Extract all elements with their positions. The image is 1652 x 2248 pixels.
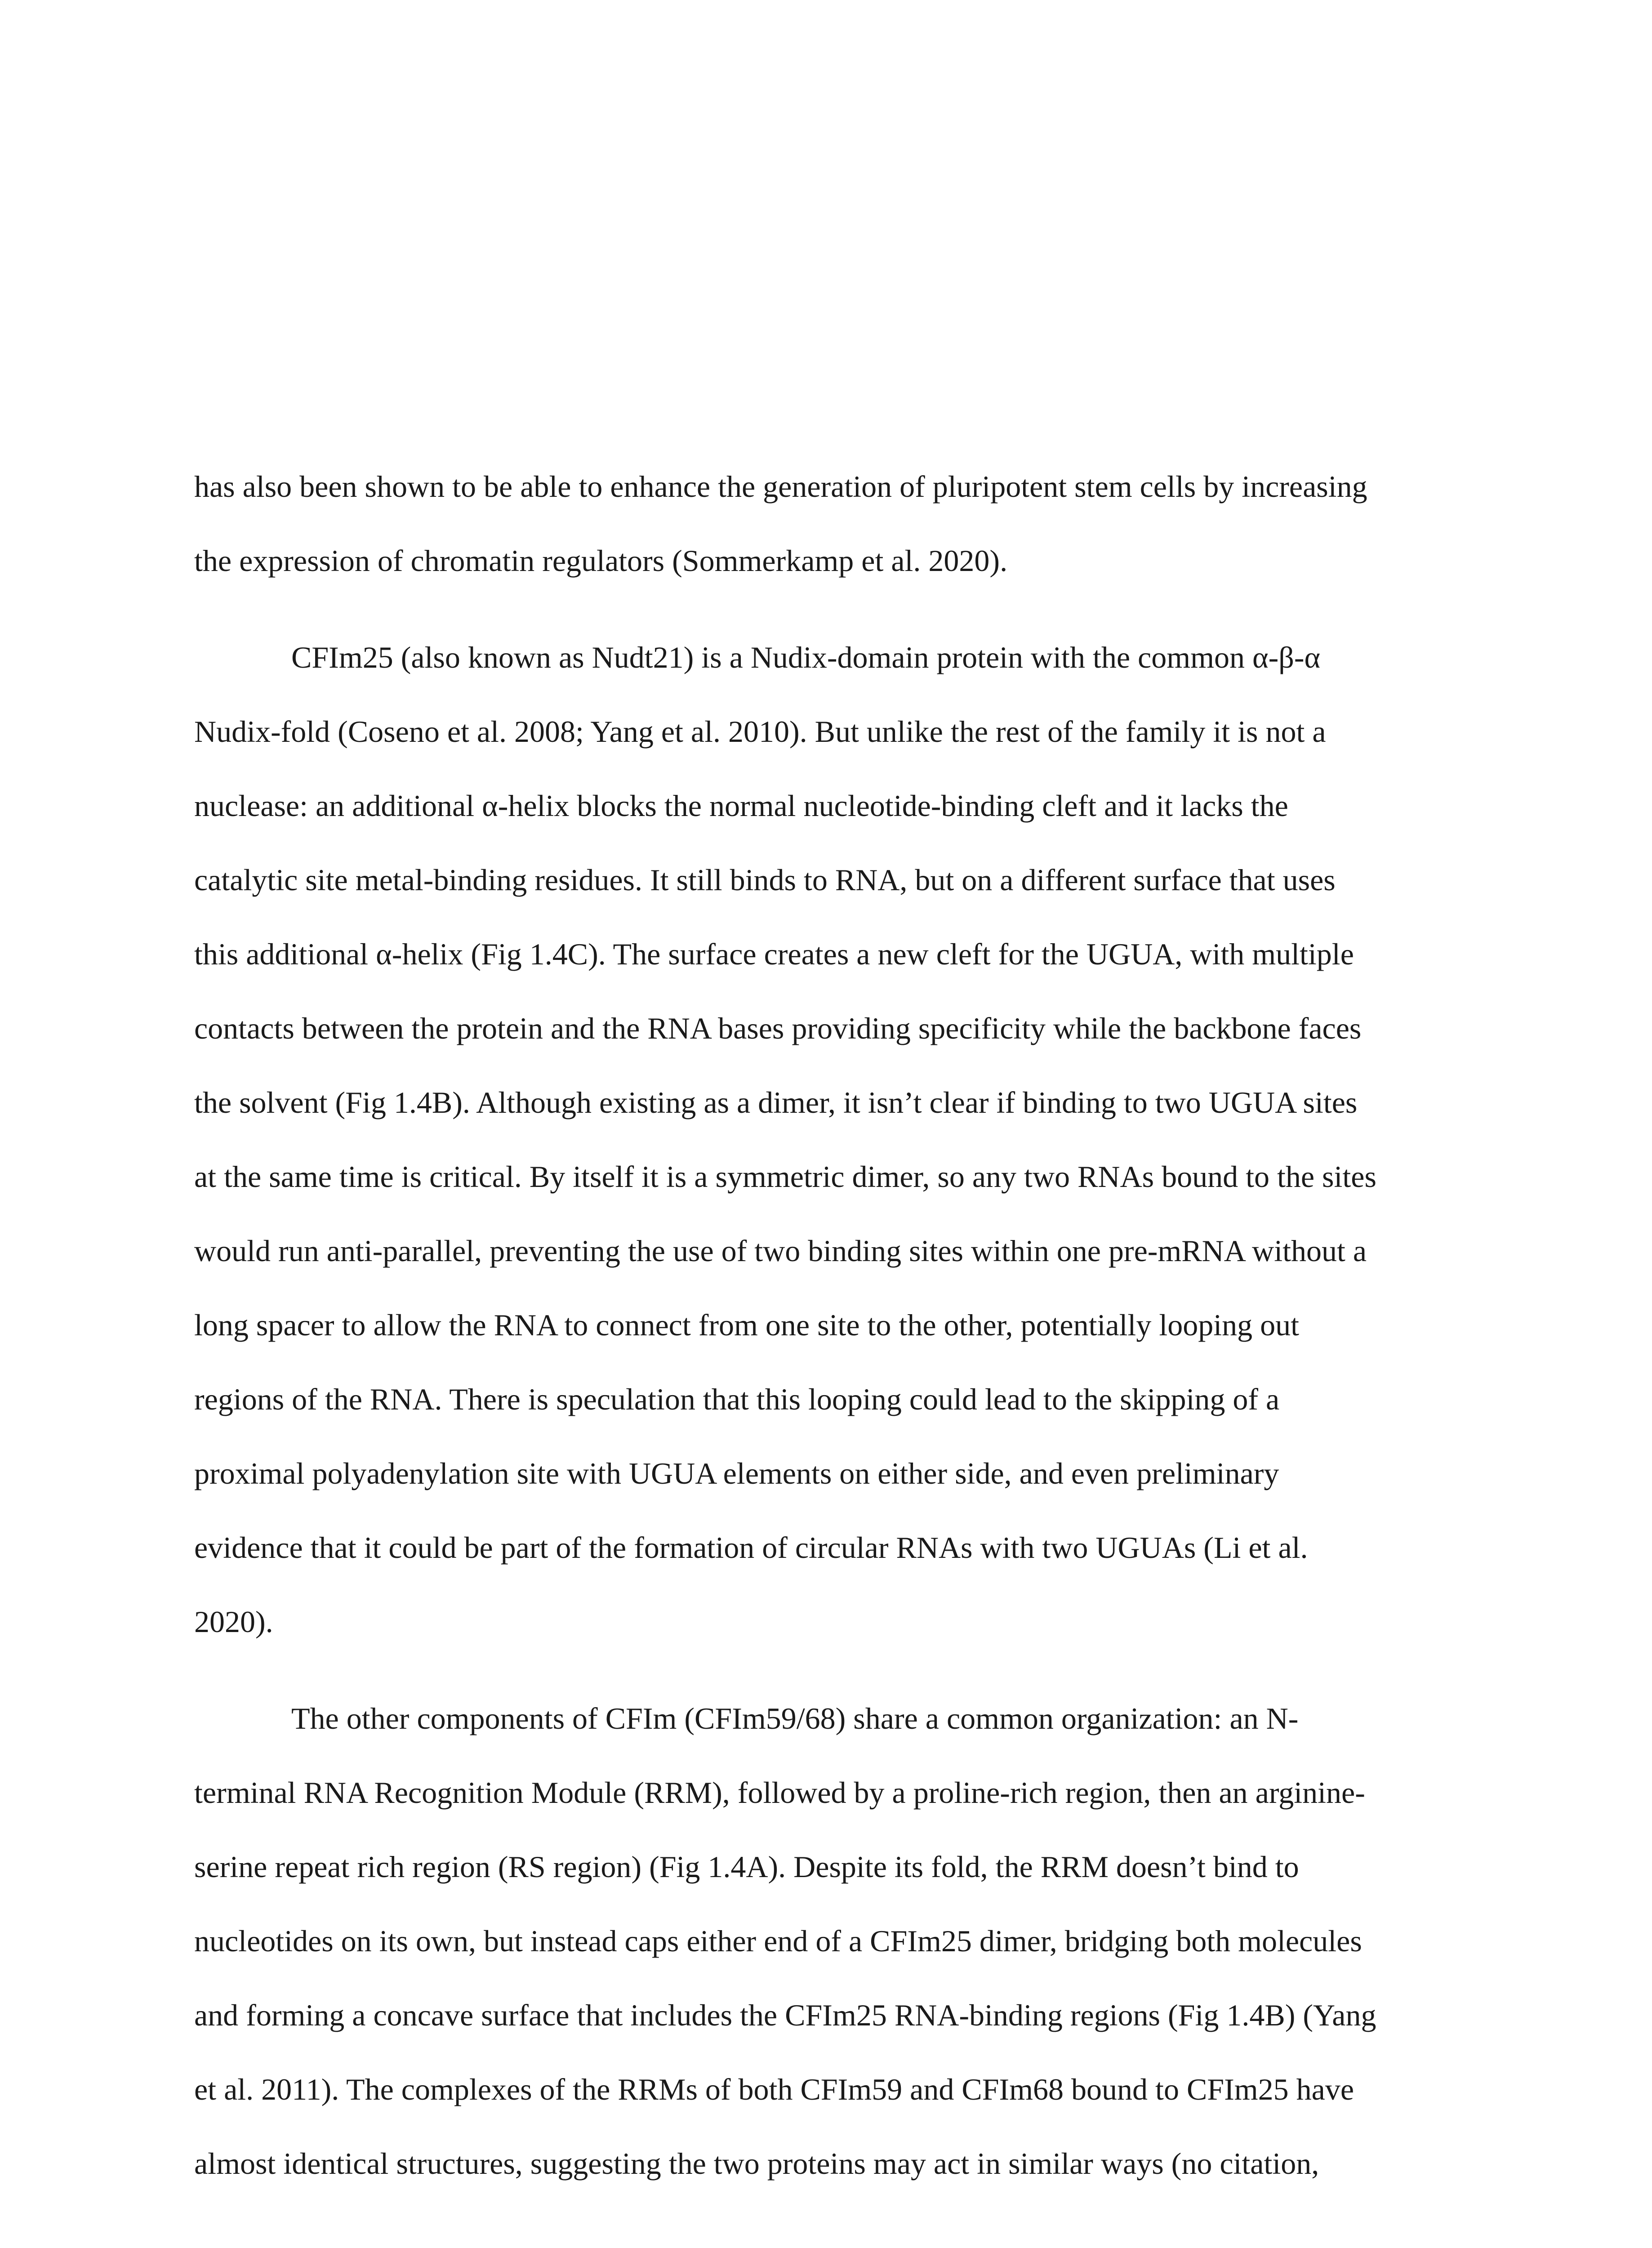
text-line: and forming a concave surface that includes the CFIm25 RNA-binding regions (Fig 1.4B) (Yang bbox=[194, 1998, 1376, 2032]
text-line: et al. 2011). The complexes of the RRMs of both CFIm59 and CFIm68 bound to CFIm25 have bbox=[194, 2072, 1354, 2106]
text-line: nucleotides on its own, but instead caps either end of a CFIm25 dimer, bridging both molecules bbox=[194, 1924, 1362, 1958]
text-line: Nudix-fold (Coseno et al. 2008; Yang et al. 2010). But unlike the rest of the family it is not a bbox=[194, 714, 1326, 749]
text-line: has also been shown to be able to enhance the generation of pluripotent stem cells by increasing bbox=[194, 469, 1367, 504]
text-line: terminal RNA Recognition Module (RRM), followed by a proline-rich region, then an arginine- bbox=[194, 1775, 1365, 1810]
text-line: would run anti-parallel, preventing the use of two binding sites within one pre-mRNA without a bbox=[194, 1234, 1367, 1268]
text-line: evidence that it could be part of the formation of circular RNAs with two UGUAs (Li et al. bbox=[194, 1530, 1308, 1565]
text-line: serine repeat rich region (RS region) (Fig 1.4A). Despite its fold, the RRM doesn’t bind to bbox=[194, 1850, 1299, 1884]
text-line: catalytic site metal-binding residues. It still binds to RNA, but on a different surface that uses bbox=[194, 863, 1336, 897]
text-line: almost identical structures, suggesting the two proteins may act in similar ways (no citation, bbox=[194, 2146, 1319, 2181]
text-line: this additional α-helix (Fig 1.4C). The surface creates a new cleft for the UGUA, with multiple bbox=[194, 937, 1354, 971]
text-line: proximal polyadenylation site with UGUA elements on either side, and even preliminary bbox=[194, 1456, 1279, 1490]
text-line: 2020). bbox=[194, 1605, 273, 1639]
text-line: at the same time is critical. By itself it is a symmetric dimer, so any two RNAs bound to the sites bbox=[194, 1160, 1376, 1194]
text-line: the solvent (Fig 1.4B). Although existing as a dimer, it isn’t clear if binding to two UGUA sites bbox=[194, 1085, 1358, 1120]
text-line: The other components of CFIm (CFIm59/68) share a common organization: an N- bbox=[291, 1701, 1299, 1735]
text-line: contacts between the protein and the RNA bases providing specificity while the backbone faces bbox=[194, 1011, 1362, 1045]
paragraph-gap bbox=[194, 1659, 1457, 1682]
paragraph-gap bbox=[194, 598, 1457, 620]
text-line: the expression of chromatin regulators (Sommerkamp et al. 2020). bbox=[194, 544, 1008, 578]
text-line: long spacer to allow the RNA to connect from one site to the other, potentially looping out bbox=[194, 1308, 1299, 1342]
text-line: CFIm25 (also known as Nudt21) is a Nudix-domain protein with the common α-β-α bbox=[291, 640, 1321, 674]
text-line: nuclease: an additional α-helix blocks the normal nucleotide-binding cleft and it lacks the bbox=[194, 789, 1288, 823]
body-text bbox=[194, 450, 1457, 2201]
text-line: regions of the RNA. There is speculation that this looping could lead to the skipping of a bbox=[194, 1382, 1280, 1416]
